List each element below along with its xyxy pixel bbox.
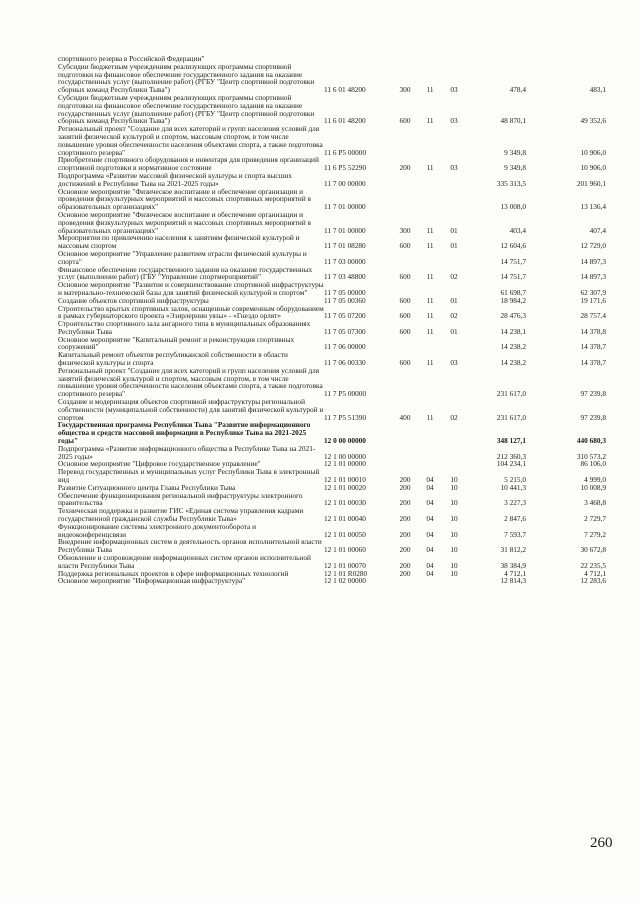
cell-amount-year1: 4 712,1 [504, 568, 526, 578]
table-row [58, 507, 606, 523]
cell-amount-year1: 48 870,1 [500, 116, 526, 126]
table-row [58, 305, 606, 321]
cell-section [418, 250, 442, 266]
cell-name: Поддержка региональных проектов в сфере информационных технологий [58, 568, 289, 578]
cell-section [418, 460, 442, 468]
cell-amount-year1: 231 617,0 [496, 412, 526, 422]
cell-name: Основное мероприятие "Физическое воспитание и обеспечение организации и проведения физкультурных мероприятий и массовых спортивных мероприятий в образовательных организациях" [58, 186, 312, 212]
cell-subsection: 02 [450, 412, 458, 422]
table-row [58, 94, 606, 125]
cell-name: Подпрограмма «Развитие массовой физической культуры и спорта высших достижений в Республике Тыва на 2021-2025 годы» [58, 170, 292, 188]
cell-subsection [442, 125, 466, 156]
cell-section: 11 [426, 116, 434, 126]
table-row [58, 320, 606, 336]
table-row [58, 468, 606, 484]
cell-amount-year1: 9 349,8 [504, 147, 526, 157]
table-row [58, 125, 606, 156]
cell-target-code: 11 6 P5 52290 [324, 163, 367, 173]
cell-target-code: 11 7 05 00000 [324, 287, 366, 297]
cell-expense-type: 600 [399, 326, 411, 336]
cell-amount-year2: 4 999,0 [584, 475, 606, 485]
cell-expense-type [392, 336, 418, 352]
cell-subsection: 10 [450, 560, 458, 570]
cell-name: Обновление и сопровождение информационных систем органов исполнительной власти Республики Тыва [58, 553, 311, 570]
cell-section: 11 [426, 241, 434, 251]
table-row [58, 523, 606, 539]
cell-amount-year1: 61 698,7 [500, 287, 526, 297]
cell-amount-year1: 18 984,2 [500, 295, 526, 305]
cell-amount-year1: 14 751,7 [500, 256, 526, 266]
cell-expense-type: 600 [399, 272, 411, 282]
cell-target-code: 12 1 00 00000 [324, 451, 366, 461]
cell-section: 11 [426, 326, 434, 336]
cell-expense-type: 600 [399, 295, 411, 305]
cell-name: Строительство крытых спортивных залов, оснащенные современным оборудованием в рамках губернаторского проекта «Эзирлернин уязы» - «Гнездо орлят» [58, 303, 324, 321]
cell-subsection: 10 [450, 475, 458, 485]
cell-section: 11 [426, 85, 434, 95]
cell-expense-type: 600 [399, 311, 411, 321]
cell-expense-type: 600 [399, 358, 411, 368]
cell-section [418, 367, 442, 398]
cell-amount-year2: 62 307,9 [580, 287, 606, 297]
cell-expense-type [392, 125, 418, 156]
table-row [58, 492, 606, 508]
cell-subsection: 01 [450, 241, 458, 251]
cell-name: Капитальный ремонт объектов республиканской собственности в области физической культуры и спорта [58, 350, 288, 368]
cell-expense-type [392, 281, 418, 297]
cell-name: Обеспечение функционирования региональной инфраструктуры электронного правительства [58, 490, 303, 508]
cell-name: Приобретение спортивного оборудования и инвентаря для приведения организаций спортивной подготовки в нормативное состояние [58, 155, 319, 173]
cell-expense-type: 200 [399, 529, 411, 539]
cell-expense-type: 200 [399, 498, 411, 508]
cell-target-code: 12 0 00 00000 [324, 436, 366, 446]
cell-subsection [442, 460, 466, 468]
table-row [58, 266, 606, 282]
cell-subsection: 10 [450, 514, 458, 524]
cell-amount-year1: 3 227,3 [504, 498, 526, 508]
cell-subsection: 10 [450, 568, 458, 578]
cell-section: 11 [426, 295, 434, 305]
cell-amount-year2: 7 279,2 [584, 529, 606, 539]
cell-name: Финансовое обеспечение государственного задания на оказание государственных услуг (выполнение работ) (ГБУ "Управление спортмероприятий" [58, 264, 313, 282]
cell-amount-year2: 97 239,8 [580, 412, 606, 422]
cell-name: Мероприятия по привлечению населения к занятиям физической культурой и массовым спортом [58, 233, 300, 251]
table-row [58, 234, 606, 250]
cell-name: Основное мероприятие "Развитие и совершенствование спортивной инфраструктуры и материально-технической базы для занятий физической культурой и спортом" [58, 280, 324, 297]
cell-amount-year1: 9 349,8 [504, 163, 526, 173]
cell-section: 04 [426, 545, 434, 555]
cell-amount-year1: 12 814,3 [500, 576, 526, 586]
cell-amount-year2: 4 712,1 [584, 568, 606, 578]
cell-subsection: 01 [450, 326, 458, 336]
cell-target-code: 11 7 P5 51390 [324, 412, 367, 422]
cell-target-code: 11 7 03 48800 [324, 272, 366, 282]
cell-amount-year1: 335 313,5 [496, 178, 526, 188]
cell-subsection: 02 [450, 311, 458, 321]
cell-amount-year1: 14 751,7 [500, 272, 526, 282]
cell-expense-type [392, 367, 418, 398]
cell-section: 11 [426, 311, 434, 321]
cell-subsection [442, 250, 466, 266]
cell-target-code: 11 7 P5 00000 [324, 389, 367, 399]
cell-expense-type [392, 55, 418, 63]
cell-name: Субсидии бюджетным учреждениям реализующих программы спортивной подготовки на финансовое обеспечение государственного задания на оказание государственных услуг (выполнение работ) (РГБУ "Центр спортивной подготовки сборных команд Республики Тыва") [58, 92, 315, 126]
cell-subsection: 10 [450, 498, 458, 508]
cell-target-code: 11 7 05 07200 [324, 311, 366, 321]
cell-target-code: 11 6 01 48200 [324, 85, 366, 95]
cell-amount-year1: 348 127,1 [496, 436, 526, 446]
cell-name: Региональный проект "Создание для всех категорий и групп населения условий для занятий физической культурой и спортом, массовым спортом, в том числе повышение уровня обеспеченности населения объектами спорта, а также подготовка спортивного резерва" [58, 365, 323, 399]
cell-expense-type [392, 445, 418, 461]
cell-subsection [442, 336, 466, 352]
cell-expense-type [392, 460, 418, 468]
cell-amount-year2: 310 573,2 [576, 451, 606, 461]
cell-amount-year1: 14 238,1 [500, 326, 526, 336]
cell-amount-year2: 86 106,0 [580, 459, 606, 469]
cell-expense-type: 200 [399, 568, 411, 578]
cell-expense-type: 200 [399, 514, 411, 524]
cell-expense-type [392, 421, 418, 444]
cell-expense-type: 200 [399, 163, 411, 173]
cell-target-code: 12 1 01 00030 [324, 498, 366, 508]
budget-table-body [58, 55, 606, 585]
cell-target-code: 12 1 01 00010 [324, 475, 366, 485]
cell-target-code: 11 7 00 00000 [324, 178, 366, 188]
cell-amount-year1: 7 593,7 [504, 529, 526, 539]
cell-amount-year2: 49 352,6 [580, 116, 606, 126]
cell-section [418, 125, 442, 156]
cell-amount-year2: 30 672,8 [580, 545, 606, 555]
cell-amount-year2: 483,1 [589, 85, 606, 95]
cell-section: 04 [426, 514, 434, 524]
cell-name: Подпрограмма «Развитие информационного общества в Республике Тыва на 2021-2025 годы» [58, 443, 316, 461]
cell-section: 11 [426, 358, 434, 368]
cell-name: Внедрение информационных систем в деятельность органов исполнительной власти Республики Тыва [58, 537, 322, 555]
cell-amount-year2 [526, 55, 606, 63]
cell-expense-type: 600 [399, 116, 411, 126]
cell-amount-year2: 97 239,8 [580, 389, 606, 399]
cell-target-code: 12 1 02 00000 [324, 576, 366, 586]
cell-subsection: 10 [450, 545, 458, 555]
page-number: 260 [590, 835, 613, 851]
cell-target-code: 11 6 P5 00000 [324, 147, 367, 157]
cell-expense-type: 200 [399, 475, 411, 485]
cell-target-code: 12 1 01 R0280 [324, 568, 368, 578]
cell-target-code: 12 1 01 00070 [324, 560, 366, 570]
cell-subsection: 03 [450, 85, 458, 95]
cell-amount-year2: 201 960,1 [576, 178, 606, 188]
cell-amount-year1: 14 238,2 [500, 342, 526, 352]
cell-target-code: 12 1 01 00050 [324, 529, 366, 539]
cell-name: Техническая поддержка и развитие ГИС «Единая система управления кадрами государственной гражданской службы Республики Тыва» [58, 506, 304, 524]
table-row [58, 577, 606, 585]
cell-amount-year2: 28 757,4 [580, 311, 606, 321]
cell-amount-year2: 440 680,3 [576, 436, 606, 446]
cell-subsection: 10 [450, 529, 458, 539]
cell-amount-year1: 403,4 [509, 225, 526, 235]
cell-expense-type: 200 [399, 560, 411, 570]
cell-name: Строительство спортивного зала ангарного типа в муниципальных образованиях Республики Тыва [58, 319, 311, 336]
cell-target-code: 12 1 01 00020 [324, 482, 366, 492]
cell-section: 11 [426, 225, 434, 235]
cell-subsection: 01 [450, 295, 458, 305]
cell-target-code: 11 7 05 00360 [324, 295, 366, 305]
cell-name: Основное мероприятие "Информационная инфраструктура" [58, 576, 246, 586]
cell-section: 04 [426, 529, 434, 539]
table-row [58, 351, 606, 367]
cell-expense-type [392, 172, 418, 188]
cell-amount-year1: 12 604,6 [500, 241, 526, 251]
cell-name: Создание и модернизация объектов спортивной инфраструктуры региональной собственности (муниципальной собственности) для занятий физической культурой и спортом [58, 397, 324, 422]
cell-name: Основное мероприятие "Управление развитием отрасли физической культуры и спорта" [58, 248, 307, 266]
table-row [58, 336, 606, 352]
table-row [58, 156, 606, 172]
cell-name: Основное мероприятие "Капитальный ремонт и реконструкция спортивных сооружений" [58, 334, 295, 352]
cell-target-code: 12 1 01 00000 [324, 459, 366, 469]
cell-amount-year2: 10 906,0 [580, 163, 606, 173]
cell-name: Региональный проект "Создание для всех категорий и групп населения условий для занятий физической культурой и спортом, массовым спортом, в том числе повышение уровня обеспеченности населения объектами спорта, а также подготовка спортивного резерва" [58, 124, 323, 157]
table-row [58, 281, 606, 297]
table-row [58, 188, 606, 211]
cell-amount-year1: 13 008,0 [500, 202, 526, 212]
cell-amount-year2: 12 729,0 [580, 241, 606, 251]
cell-amount-year2: 12 283,6 [580, 576, 606, 586]
cell-section [418, 188, 442, 211]
cell-amount-year2: 14 897,3 [580, 256, 606, 266]
cell-amount-year2: 14 378,8 [580, 326, 606, 336]
cell-section: 11 [426, 412, 434, 422]
cell-name: Субсидии бюджетным учреждениям реализующих программы спортивной подготовки на финансовое обеспечение государственного задания на оказание государственных услуг (выполнение работ) (РГБУ "Центр спортивной подготовки сборных команд Республики Тыва") [58, 61, 315, 95]
cell-expense-type [392, 577, 418, 585]
cell-section: 11 [426, 163, 434, 173]
table-row [58, 421, 606, 444]
cell-subsection [442, 55, 466, 63]
cell-amount-year1 [466, 55, 526, 63]
cell-section: 04 [426, 568, 434, 578]
cell-section: 11 [426, 272, 434, 282]
cell-name: Создание объектов спортивной инфраструктуры [58, 295, 209, 305]
cell-expense-type: 300 [399, 85, 411, 95]
cell-section [418, 281, 442, 297]
cell-amount-year1: 38 384,9 [500, 560, 526, 570]
cell-section: 04 [426, 560, 434, 570]
table-row [58, 398, 606, 421]
table-row [58, 554, 606, 570]
cell-section [418, 172, 442, 188]
cell-subsection [442, 421, 466, 444]
cell-expense-type: 200 [399, 545, 411, 555]
cell-target-code: 11 7 01 00000 [324, 225, 366, 235]
cell-amount-year1: 28 476,3 [500, 311, 526, 321]
cell-amount-year1: 2 847,6 [504, 514, 526, 524]
cell-target-code: 11 6 01 48200 [324, 116, 366, 126]
cell-name: Развитие Ситуационного центра Главы Республики Тыва [58, 482, 236, 492]
cell-target-code: 11 7 03 00000 [324, 256, 366, 266]
cell-section [418, 445, 442, 461]
cell-subsection: 03 [450, 116, 458, 126]
cell-amount-year1: 212 360,3 [496, 451, 526, 461]
cell-target-code: 11 7 06 00330 [324, 358, 366, 368]
cell-expense-type: 300 [399, 225, 411, 235]
cell-target-code [324, 55, 392, 63]
cell-target-code: 12 1 01 00040 [324, 514, 366, 524]
budget-table [58, 55, 606, 585]
table-row [58, 445, 606, 461]
table-row [58, 172, 606, 188]
cell-amount-year2: 407,4 [589, 225, 606, 235]
cell-name: Государственная программа Республики Тыва "Развитие информационного общества и средств массовой информации в Республике Тыва на 2021-2025 годы" [58, 420, 311, 446]
cell-name: Функционирование системы электронного документооборота и видеоконференцсвязи [58, 521, 257, 539]
cell-amount-year2: 22 235,5 [580, 560, 606, 570]
cell-subsection [442, 172, 466, 188]
cell-subsection: 03 [450, 358, 458, 368]
cell-expense-type [392, 188, 418, 211]
cell-expense-type [392, 250, 418, 266]
cell-amount-year2: 14 897,3 [580, 272, 606, 282]
cell-subsection [442, 281, 466, 297]
cell-subsection [442, 367, 466, 398]
cell-subsection: 02 [450, 272, 458, 282]
cell-subsection: 01 [450, 225, 458, 235]
cell-amount-year1: 5 215,0 [504, 475, 526, 485]
cell-amount-year1: 31 812,2 [500, 545, 526, 555]
cell-section [418, 421, 442, 444]
cell-expense-type: 400 [399, 412, 411, 422]
table-row [58, 63, 606, 94]
table-row [58, 538, 606, 554]
cell-expense-type: 200 [399, 482, 411, 492]
cell-amount-year2: 14 378,7 [580, 342, 606, 352]
cell-name: Перевод государственных и муниципальных услуг Республики Тыва в электронный вид [58, 467, 320, 485]
cell-target-code: 11 7 01 08280 [324, 241, 366, 251]
cell-amount-year1: 14 238,2 [500, 358, 526, 368]
cell-section: 04 [426, 482, 434, 492]
cell-section [418, 336, 442, 352]
table-row [58, 211, 606, 234]
cell-amount-year2: 2 729,7 [584, 514, 606, 524]
cell-subsection [442, 445, 466, 461]
cell-name: Основное мероприятие "Цифровое государственное управление" [58, 459, 261, 469]
cell-expense-type: 600 [399, 241, 411, 251]
cell-amount-year2: 10 906,0 [580, 147, 606, 157]
cell-amount-year1: 478,4 [509, 85, 526, 95]
cell-subsection: 03 [450, 163, 458, 173]
cell-subsection [442, 188, 466, 211]
cell-amount-year1: 10 441,3 [500, 482, 526, 492]
cell-amount-year1: 104 234,1 [496, 459, 526, 469]
table-row [58, 367, 606, 398]
table-row [58, 250, 606, 266]
cell-section: 04 [426, 475, 434, 485]
cell-amount-year2: 3 468,8 [584, 498, 606, 508]
cell-amount-year2: 19 171,6 [580, 295, 606, 305]
cell-target-code: 11 7 05 07300 [324, 326, 366, 336]
cell-target-code: 11 7 06 00000 [324, 342, 366, 352]
cell-section [418, 577, 442, 585]
cell-subsection [442, 577, 466, 585]
cell-section: 04 [426, 498, 434, 508]
cell-subsection: 10 [450, 482, 458, 492]
cell-name: Основное мероприятие "Физическое воспитание и обеспечение организации и проведения физкультурных мероприятий и массовых спортивных мероприятий в образовательных организациях" [58, 209, 312, 235]
cell-section [418, 55, 442, 63]
cell-target-code: 12 1 01 00060 [324, 545, 366, 555]
cell-name: спортивного резерва в Российской Федерации" [58, 54, 205, 63]
cell-amount-year2: 14 378,7 [580, 358, 606, 368]
cell-amount-year2: 13 136,4 [580, 202, 606, 212]
cell-amount-year2: 10 008,9 [580, 482, 606, 492]
cell-amount-year1: 231 617,0 [496, 389, 526, 399]
cell-target-code: 11 7 01 00000 [324, 202, 366, 212]
